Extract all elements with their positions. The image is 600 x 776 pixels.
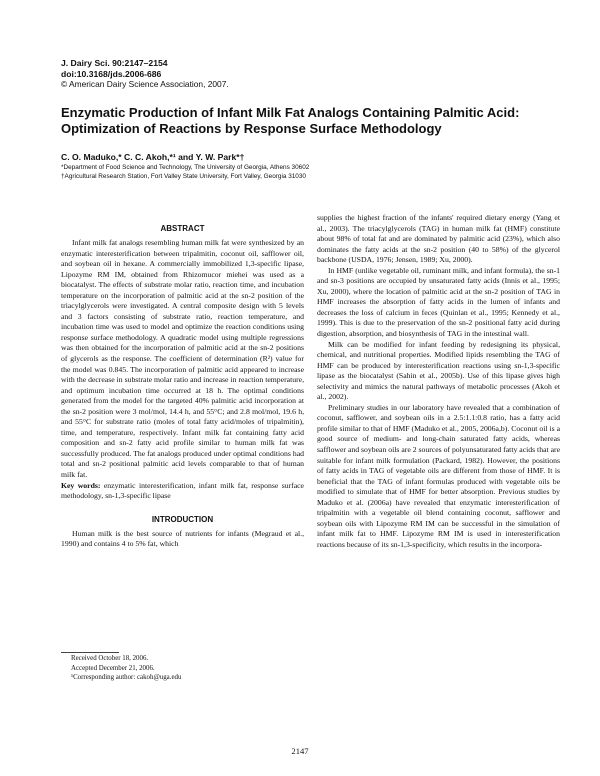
- left-column: [61, 224, 304, 550]
- received-date: Received October 18, 2006.: [71, 655, 149, 662]
- page-number: 2147: [291, 746, 309, 756]
- keywords: [61, 481, 304, 502]
- journal-header: [61, 58, 541, 90]
- footnote-divider: [61, 652, 119, 653]
- footnotes: [61, 654, 304, 683]
- doi: doi:10.3168/jds.2006-686: [61, 68, 162, 79]
- keywords-label: Key words:: [61, 480, 101, 490]
- abstract-text: Infant milk fat analogs resembling human milk fat were synthesized by an enzymatic interesterification between tripalmitin, coconut oil, safflower oil, and soybean oil in hexane. A commercially immobilized 1,3-specific lipase, Lipozyme RM IM, obtained from Rhizomucor miehei was used as a biocatalyst. The effects of substrate molar ratio, reaction time, and incubation temperature on the incorporation of palmitic acid at the sn-2 position of the triacylglycerols were investigated. A central composite design with 5 levels and 3 factors consisting of substrate ratio, reaction temperature, and incubation time was used to model and optimize the reaction conditions using response surface methodology. A quadratic model using multiple regressions was then obtained for the incorporation of palmitic acid at the sn-2 positions of glycerols as the response. The coefficient of determination (R²) value for the model was 0.845. The incorporation of palmitic acid appeared to increase with the decrease in substrate molar ratio and increase in reaction temperature, and optimum incubation time occurred at 18 h. The optimal conditions generated from the model for the targeted 40% palmitic acid incorporation at the sn-2 position were 3 mol/mol, 14.4 h, and 55°C; and 2.8 mol/mol, 19.6 h, and 55°C for substrate ratio (moles of total fatty acid/moles of tripalmitin), time, and temperature, respectively. Infant milk fat containing fatty acid composition and sn-2 fatty acid profile similar to human milk fat was successfully produced. The fat analogs produced under optimal conditions had total and sn-2 positional palmitic acid levels comparable to that of human milk fat.: [61, 238, 304, 480]
- right-paragraph-3: Milk can be modified for infant feeding by redesigning its physical, chemical, and nutritional properties. Modified lipids resembling the TAG of HMF can be produced by interesterification reactions using sn-1,3-specific lipase as the biocatalyst (Sahin et al., 2005b). Use of this lipase gives high selectivity and mimics the natural pathways of metabolic processes (Akoh et al., 2002).: [317, 339, 560, 402]
- accepted-date: Accepted December 21, 2006.: [71, 664, 155, 672]
- journal-citation: J. Dairy Sci. 90:2147–2154: [61, 58, 168, 68]
- right-paragraph-2: In HMF (unlike vegetable oil, ruminant milk, and infant formula), the sn-1 and sn-3 positions are occupied by unsaturated fatty acids (Innis et al., 1995; Xu, 2000), where the location of palmitic acid at the sn-2 position of TAG in HMF increases the absorption of fatty acids in the lumen of infants and decreases the loss of calcium in feces (Quinlan et al., 1995; Kennedy et al., 1999). This is due to the preservation of the sn-2 positional fatty acid during digestion, absorption, and biosynthesis of TAG in the intestinal wall.: [317, 265, 560, 339]
- right-paragraph-4: Preliminary studies in our laboratory have revealed that a combination of coconut, safflower, and soybean oils in a 2.5:1.1:0.8 ratio, has a fatty acid profile similar to that of HMF (Maduko et al., 2005, 2006a,b). Coconut oil is a good source of medium- and long-chain saturated fatty acids, whereas safflower and soybean oils are 2 sources of polyunsaturated fatty acids that are suitable for infant milk formulation (Packard, 1982). However, the positions of fatty acids in TAG of vegetable oils are different from those of HMF. It is beneficial that the TAG of infant formulas produced with vegetable oils be modified to simulate that of HMF for better absorption. Previous studies by Maduko et al. (2006a) have revealed that enzymatic interesterification of tripalmitin with a vegetable oil blend containing coconut, safflower and soybean oils with Lipozyme RM IM can be successful in the simulation of infant milk fat to HMF. Lipozyme RM IM is used in interesterification reactions because of its sn-1,3-specificity, which results in the incorpora-: [317, 402, 560, 549]
- intro-paragraph-1: Human milk is the best source of nutrients for infants (Megraud et al., 1990) and contains 4 to 5% fat, which: [61, 528, 304, 549]
- affiliation-1: *Department of Food Science and Technology, The University of Georgia, Athens 30602: [61, 164, 310, 171]
- affiliation-2: †Agricultural Research Station, Fort Valley State University, Fort Valley, Georgia 31030: [61, 173, 306, 180]
- copyright: © American Dairy Science Association, 2007.: [61, 79, 229, 90]
- keywords-text: enzymatic interesterification, infant milk fat, response surface methodology, sn-1,3-specific lipase: [61, 480, 304, 501]
- corresponding-author: ¹Corresponding author: cakoh@uga.edu: [71, 674, 182, 682]
- article-title: Enzymatic Production of Infant Milk Fat Analogs Containing Palmitic Acid: Optimization of Reactions by Response Surface Methodology: [61, 105, 520, 137]
- abstract-heading: ABSTRACT: [160, 224, 205, 233]
- introduction-heading: INTRODUCTION: [151, 514, 214, 524]
- right-paragraph-1: supplies the highest fraction of the infants' required dietary energy (Yang et al., 2003). The triacylglycerols (TAG) in human milk fat (HMF) constitute about 98% of total fat and are dominated by palmitic acid (23%), which also dominates the fatty acids at the sn-2 position (40 to 58%) of the glycerol backbone (USDA, 1976; Jensen, 1989; Xu, 2000).: [317, 213, 560, 265]
- right-column: [317, 213, 560, 551]
- authors: C. O. Maduko,* C. C. Akoh,*¹ and Y. W. Park*†: [61, 152, 245, 162]
